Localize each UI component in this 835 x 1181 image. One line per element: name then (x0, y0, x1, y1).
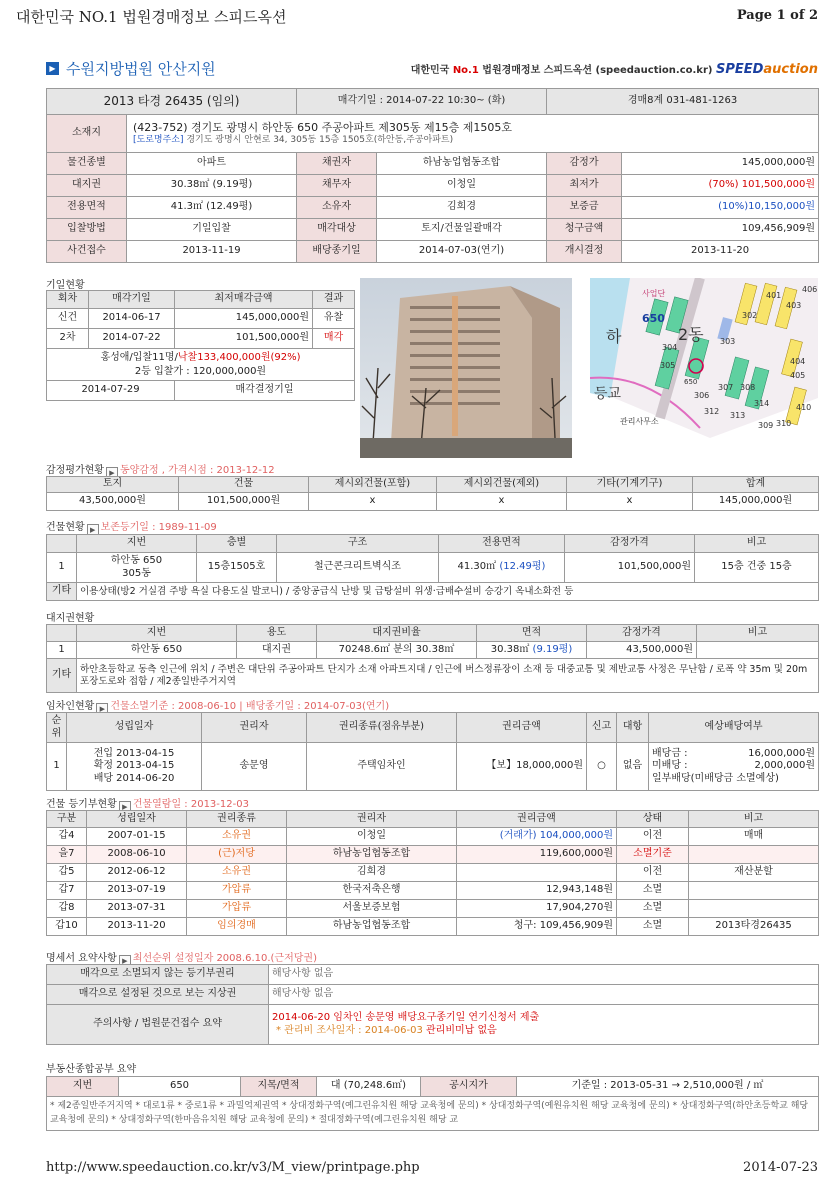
page-number: Page 1 of 2 (736, 8, 818, 23)
table-cell: 매각결정기일 (175, 381, 355, 401)
table-cell: x (309, 493, 437, 511)
table-cell: 주의사항 / 법원문건접수 요약 (47, 1005, 269, 1045)
table-cell: 소멸 (617, 918, 689, 936)
building-photo (360, 278, 572, 458)
table-cell: 해당사항 없음 (269, 985, 819, 1005)
registry-table (46, 810, 819, 936)
case-number: 2013 타경 26435 (임의) (47, 89, 297, 115)
text-value: 법원경매정보 스피드옥션 (speedauction.co.kr) (478, 65, 716, 76)
table-cell: 개시결정 (547, 241, 622, 263)
table-cell: 지번 (47, 1077, 119, 1097)
table-cell: 성립일자 (67, 713, 202, 743)
text-value: 동양감정 , 가격시점 : 2013-12-12 (119, 465, 275, 476)
table-cell: 101,500,000원 (179, 493, 309, 511)
table-cell: 기타(기계기구) (567, 477, 693, 493)
table-cell: 119,600,000원 (457, 846, 617, 864)
table-cell (689, 882, 819, 900)
table-cell: 전용면적 (439, 535, 565, 553)
map-label: 403 (786, 301, 802, 310)
registry-row (47, 918, 819, 936)
table-cell: 물건종별 (47, 153, 127, 175)
registry-row (47, 900, 819, 918)
table-cell (457, 864, 617, 882)
table-cell: 15층 건중 15층 (695, 553, 819, 583)
table-cell: 김희경 (287, 864, 457, 882)
text-value: 감정평가현황 (46, 465, 104, 476)
court-header (46, 58, 818, 82)
table-cell: 해당사항 없음 (269, 965, 819, 985)
map-label: 650 (642, 312, 665, 325)
table-cell: 하안동 650 (77, 642, 237, 659)
table-cell: 비고 (697, 625, 819, 642)
table-cell: 101,500,000원 (565, 553, 695, 583)
map-label: 313 (730, 411, 746, 420)
table-cell: 갑4 (47, 828, 87, 846)
table-cell: 권리종류(점유부분) (307, 713, 457, 743)
map-label: 410 (796, 403, 812, 412)
table-cell: 2013-11-20 (87, 918, 187, 936)
table-cell: 면적 (477, 625, 587, 642)
text-value: 대한민국 (410, 65, 453, 76)
table-cell: * 제2종일반주거지역 * 대로1류 * 중로1류 * 과밀억제권역 * 상대정화구역(예그린유치원 해당 교육청에 문의) * 상대정화구역(예원유치원 해당 교육청에 문의) * 상대정화구역(하안초등학교 해당 교육청에 문의) * 상대정화구역(한마음유치원 해당 교육청에 문의) * 절대정화구역(예그린유치원 해당 교 (47, 1097, 819, 1131)
table-cell: 기타 (47, 659, 77, 693)
map-label: 302 (742, 311, 758, 320)
table-cell: 갑8 (47, 900, 87, 918)
court-name: 수원지방법원 안산지원 (66, 60, 216, 78)
table-cell: 기일입찰 (127, 219, 297, 241)
table-cell: 대지권 (47, 175, 127, 197)
info-row (47, 197, 819, 219)
table-cell: 기준일 : 2013-05-31 → 2,510,000원 / ㎡ (517, 1077, 819, 1097)
table-cell: 70248.6㎡ 분의 30.38㎡ (317, 642, 477, 659)
table-cell: 배당종기일 (297, 241, 377, 263)
table-cell: 채권자 (297, 153, 377, 175)
table-cell: 1 (47, 743, 67, 791)
table-cell: 대지권 (237, 642, 317, 659)
map-label: 관리사무소 (620, 417, 659, 426)
text-value: 건물현황 (46, 522, 85, 533)
map-label: 308 (740, 383, 756, 392)
table-cell: 사건접수 (47, 241, 127, 263)
footer-url[interactable]: http://www.speedauction.co.kr/v3/M_view/printpage.php (46, 1160, 420, 1175)
table-cell: 권리자 (202, 713, 307, 743)
table-cell: 신건 (47, 309, 89, 329)
table-cell: 성립일자 (87, 811, 187, 828)
road-address-link[interactable]: [도로명주소] (133, 134, 184, 145)
map-label: 305 (660, 361, 676, 370)
table-cell: 회차 (47, 291, 89, 309)
table-cell: 1 (47, 553, 77, 583)
table-cell: 2013-07-19 (87, 882, 187, 900)
table-cell: 소멸 (617, 900, 689, 918)
table-cell: 입찰방법 (47, 219, 127, 241)
sale-date: 매각기일 : 2014-07-22 10:30~ (화) (297, 89, 547, 115)
table-cell: 최저매각금액 (175, 291, 313, 309)
table-cell (77, 553, 197, 583)
table-cell: 보증금 (547, 197, 622, 219)
table-cell: 2014-07-22 (89, 329, 175, 349)
table-cell: 합계 (693, 477, 819, 493)
map-label: 307 (718, 383, 734, 392)
table-cell (649, 743, 819, 791)
map-label: 401 (766, 291, 782, 300)
table-cell: 2013-11-20 (622, 241, 819, 263)
expand-icon[interactable]: ▶ (119, 801, 131, 813)
text-value: 건물열람일 : 2013-12-03 (132, 799, 249, 810)
table-cell: 43,500,000원 (587, 642, 697, 659)
map-label: 312 (704, 407, 720, 416)
land-title: 대지권현황 (46, 613, 95, 624)
registry-row (47, 846, 819, 864)
land-etc-row (47, 659, 819, 693)
land-table (46, 624, 819, 693)
table-cell: 17,904,270원 (457, 900, 617, 918)
text-value: 홍성애/입찰11명/ (100, 351, 178, 363)
table-cell: 145,000,000원 (175, 309, 313, 329)
auction-round-row (47, 309, 355, 329)
registry-row (47, 864, 819, 882)
map-label: 404 (790, 357, 806, 366)
table-cell: 41.3㎡ (12.49평) (127, 197, 297, 219)
appraisal-table (46, 476, 819, 511)
map-label: 2동 (678, 325, 704, 344)
table-header-row (47, 291, 355, 309)
table-cell: 서울보증보험 (287, 900, 457, 918)
deposit: (10%)10,150,000원 (622, 197, 819, 219)
land-row (47, 642, 819, 659)
winning-bid-row (47, 349, 355, 381)
table-cell: 15층1505호 (197, 553, 277, 583)
table-cell: 김희경 (377, 197, 547, 219)
decision-row (47, 381, 355, 401)
table-cell: 이전 (617, 864, 689, 882)
table-cell: 한국저축은행 (287, 882, 457, 900)
text-value: No.1 (452, 65, 479, 76)
table-cell: x (567, 493, 693, 511)
table-cell: 소유권 (187, 864, 287, 882)
case-header-row (47, 89, 819, 115)
text-value: 하안동 650 (110, 555, 163, 566)
table-cell: 재산분할 (689, 864, 819, 882)
table-cell (67, 743, 202, 791)
table-cell: 비고 (689, 811, 819, 828)
text-value: 관리비미납 없음 (426, 1024, 497, 1036)
map-label: 사업단 (642, 289, 666, 298)
table-cell: 2014-06-17 (89, 309, 175, 329)
table-header-row (47, 535, 819, 553)
map-label: 406 (802, 285, 818, 294)
table-cell: 650 (119, 1077, 241, 1097)
map-label: 306 (694, 391, 710, 400)
table-cell: 소멸기준 (617, 846, 689, 864)
table-cell: 1 (47, 642, 77, 659)
location-map (590, 278, 818, 458)
table-cell: 145,000,000원 (693, 493, 819, 511)
tenant-row (47, 743, 819, 791)
table-cell: 건물 (179, 477, 309, 493)
info-row (47, 175, 819, 197)
second-bid: 2등 입찰가 : 120,000,000원 (134, 365, 267, 377)
summary-row (47, 965, 819, 985)
table-cell: 송문영 (202, 743, 307, 791)
table-cell (47, 535, 77, 553)
table-cell: 12,943,148원 (457, 882, 617, 900)
table-cell: 결과 (313, 291, 355, 309)
expand-icon[interactable]: ▶ (106, 467, 118, 479)
text-value: 건물 등기부현황 (46, 799, 117, 810)
table-cell: 2013-11-19 (127, 241, 297, 263)
table-cell: 매각으로 소멸되지 않는 등기부권리 (47, 965, 269, 985)
table-cell: 층별 (197, 535, 277, 553)
table-cell: 가압류 (187, 900, 287, 918)
table-cell: 임의경매 (187, 918, 287, 936)
winning-bid: 낙찰133,400,000원(92%) (177, 351, 301, 363)
table-cell (477, 642, 587, 659)
summary-table (46, 964, 819, 1045)
table-cell: 가압류 (187, 882, 287, 900)
table-cell: 채무자 (297, 175, 377, 197)
realestate-table (46, 1076, 819, 1131)
map-label: 등교 (594, 386, 622, 402)
text-value: 최선순위 설정일자 2008.6.10.(근저당권) (132, 953, 317, 964)
table-cell: 아파트 (127, 153, 297, 175)
realestate-row (47, 1077, 819, 1097)
table-cell: 갑7 (47, 882, 87, 900)
table-cell: 2013-07-31 (87, 900, 187, 918)
table-cell: 2014-07-29 (47, 381, 175, 401)
table-cell: 하남농업협동조합 (377, 153, 547, 175)
table-cell: 신고 (587, 713, 617, 743)
auction-dept: 경매8계 031-481-1263 (547, 89, 819, 115)
table-cell: 30.38㎡ (9.19평) (127, 175, 297, 197)
text-value: SPEED (715, 62, 764, 77)
table-cell: 을7 (47, 846, 87, 864)
table-cell: 이청일 (377, 175, 547, 197)
tenant-table (46, 712, 819, 791)
table-cell (47, 349, 355, 381)
table-cell: 토지 (47, 477, 179, 493)
table-cell: 하안초등학교 동측 인근에 위치 / 주변은 대단위 주공아파트 단지가 소재 아파트지대 / 인근에 버스정류장이 소재 등 대중교통 및 제반교통 사정은 무난함 / 로폭 약 35m 및 20m 포장도로와 접함 / 제2종일반주거지역 (77, 659, 819, 693)
table-cell: 순위 (47, 713, 67, 743)
table-cell: 2차 (47, 329, 89, 349)
table-cell (689, 900, 819, 918)
text-value: 건물소멸기준 : 2008-06-10 | 배당종기일 : 2014-07-03(연기) (110, 701, 390, 712)
table-cell: 제시외건물(제외) (437, 477, 567, 493)
table-cell: 갑5 (47, 864, 87, 882)
appraised-value: 145,000,000원 (622, 153, 819, 175)
case-table (46, 88, 819, 263)
text-value: 전입 2013-04-15 (93, 747, 175, 759)
table-cell: 101,500,000원 (175, 329, 313, 349)
table-cell: 매매 (689, 828, 819, 846)
table-cell: 대항 (617, 713, 649, 743)
text-value: 일부배당(미배당금 소멸예상) (652, 772, 779, 784)
table-cell: (거래가) 104,000,000원 (457, 828, 617, 846)
info-row (47, 241, 819, 263)
text-value: 30.38㎡ (490, 643, 530, 655)
expand-icon[interactable]: ▶ (87, 524, 99, 536)
text-value: * 관리비 조사일자 : 2014-06-03 (276, 1024, 426, 1036)
table-cell: 상태 (617, 811, 689, 828)
text-value: (9.19평) (532, 643, 573, 655)
map-label: 310 (776, 419, 792, 428)
map-label: 314 (754, 399, 770, 408)
court-play-icon: ▶ (46, 62, 59, 75)
table-cell: 구분 (47, 811, 87, 828)
print-footer (46, 1160, 818, 1178)
table-cell: 소유권 (187, 828, 287, 846)
table-cell: 이용상태(방2 거실겸 주방 욕실 다용도실 발코니) / 중앙공급식 난방 및 급탕설비 위생·급배수설비 승강기 옥내소화전 등 (77, 583, 819, 601)
building-row (47, 553, 819, 583)
table-cell: 감정가 (547, 153, 622, 175)
text-value: 미배당 : (652, 760, 688, 772)
sold-status: 매각 (313, 329, 355, 349)
table-cell: 43,500,000원 (47, 493, 179, 511)
table-cell: 갑10 (47, 918, 87, 936)
table-cell: 2013타경26435 (689, 918, 819, 936)
table-cell: 이전 (617, 828, 689, 846)
info-row (47, 153, 819, 175)
table-cell: 지목/면적 (241, 1077, 317, 1097)
text-value: auction (763, 62, 818, 77)
address-row (47, 115, 819, 153)
site-title: 대한민국 NO.1 법원경매정보 스피드옥션 (16, 8, 287, 26)
text-value: 2,000,000원 (754, 760, 815, 772)
table-cell: 권리자 (287, 811, 457, 828)
summary-row (47, 985, 819, 1005)
table-cell: 권리금액 (457, 811, 617, 828)
table-cell: 권리종류 (187, 811, 287, 828)
table-cell: 청구: 109,456,909원 (457, 918, 617, 936)
zoning-row (47, 1097, 819, 1131)
text-value: 305동 (122, 567, 151, 579)
map-label: 309 (758, 421, 774, 430)
summary-row (47, 1005, 819, 1045)
text-value: (12.49평) (499, 561, 546, 573)
table-cell: 없음 (617, 743, 649, 791)
text-value: 임차인현황 (46, 701, 95, 712)
table-cell: 전용면적 (47, 197, 127, 219)
table-cell: 하남농업협동조합 (287, 846, 457, 864)
table-cell: 철근콘크리트벽식조 (277, 553, 439, 583)
text-value: 보존등기일 : 1989-11-09 (100, 522, 217, 533)
table-cell: (근)저당 (187, 846, 287, 864)
table-header-row (47, 477, 819, 493)
table-cell: 지번 (77, 535, 197, 553)
table-cell (697, 642, 819, 659)
text-value: 2014-06-20 임차인 송문영 배당요구종기일 연기신청서 제출 (272, 1012, 540, 1023)
auction-round-row (47, 329, 355, 349)
text-value: 확정 2013-04-15 (93, 760, 175, 772)
table-cell: 2007-01-15 (87, 828, 187, 846)
building-table (46, 534, 819, 601)
table-cell: 토지/건물일괄매각 (377, 219, 547, 241)
table-cell: 제시외건물(포함) (309, 477, 437, 493)
print-header (16, 6, 818, 28)
expand-icon[interactable]: ▶ (119, 955, 131, 967)
table-cell (439, 553, 565, 583)
table-cell: 비고 (695, 535, 819, 553)
building-etc-row (47, 583, 819, 601)
table-cell: 소유자 (297, 197, 377, 219)
lot-address: (423-752) 경기도 광명시 하안동 650 주공아파트 제305동 제15층 제1505호 (133, 121, 513, 134)
table-cell: 권리금액 (457, 713, 587, 743)
map-label: 하 (606, 327, 622, 346)
road-address: 경기도 광명시 안현로 34, 305동 15층 1505호(하안동,주공아파트) (183, 134, 454, 145)
table-cell: 매각대상 (297, 219, 377, 241)
table-cell: 공시지가 (421, 1077, 517, 1097)
map-label: 304 (662, 343, 678, 352)
realestate-title: 부동산종합공부 요약 (46, 1064, 137, 1075)
text-value: 16,000,000원 (748, 747, 815, 759)
table-header-row (47, 811, 819, 828)
location-label: 소재지 (47, 115, 127, 153)
table-cell: 기타 (47, 583, 77, 601)
table-header-row (47, 713, 819, 743)
minimum-price: (70%) 101,500,000원 (622, 175, 819, 197)
table-cell: 2012-06-12 (87, 864, 187, 882)
table-cell: 예상배당여부 (649, 713, 819, 743)
table-cell: 대 (70,248.6㎡) (317, 1077, 421, 1097)
map-label: 650 (684, 378, 698, 386)
table-cell: 최저가 (547, 175, 622, 197)
table-cell: 지번 (77, 625, 237, 642)
address-cell (127, 115, 819, 153)
table-cell: 유찰 (313, 309, 355, 329)
table-cell: 대지권비율 (317, 625, 477, 642)
table-cell: 감정가격 (587, 625, 697, 642)
table-cell: 청구금액 (547, 219, 622, 241)
table-cell: 용도 (237, 625, 317, 642)
map-label: 405 (790, 371, 806, 380)
table-cell: 하남농업협동조합 (287, 918, 457, 936)
table-cell: 구조 (277, 535, 439, 553)
table-cell: 매각기일 (89, 291, 175, 309)
claim-amount: 109,456,909원 (622, 219, 819, 241)
table-cell: x (437, 493, 567, 511)
table-header-row (47, 625, 819, 642)
map-label: 303 (720, 337, 736, 346)
text-value: 배당 2014-06-20 (93, 772, 175, 784)
table-cell: 2014-07-03(연기) (377, 241, 547, 263)
text-value: 배당금 : (652, 747, 688, 759)
table-cell (689, 846, 819, 864)
table-cell: 소멸 (617, 882, 689, 900)
text-value: 41.30㎡ (457, 561, 497, 573)
table-cell: 매각으로 설정된 것으로 보는 지상권 (47, 985, 269, 1005)
text-value: 명세서 요약사항 (46, 953, 117, 964)
table-cell: 이청일 (287, 828, 457, 846)
table-cell: 【보】18,000,000원 (457, 743, 587, 791)
appraisal-values-row (47, 493, 819, 511)
table-cell: 2008-06-10 (87, 846, 187, 864)
info-row (47, 219, 819, 241)
table-cell: ○ (587, 743, 617, 791)
registry-row (47, 828, 819, 846)
table-cell: 주택임차인 (307, 743, 457, 791)
table-cell: 감정가격 (565, 535, 695, 553)
brand-logo (411, 61, 818, 77)
expand-icon[interactable]: ▶ (96, 703, 108, 715)
registry-row (47, 882, 819, 900)
table-cell (269, 1005, 819, 1045)
table-cell (47, 625, 77, 642)
auction-history-title: 기일현황 (46, 280, 85, 291)
auction-history-table (46, 290, 355, 401)
footer-date: 2014-07-23 (743, 1160, 818, 1175)
